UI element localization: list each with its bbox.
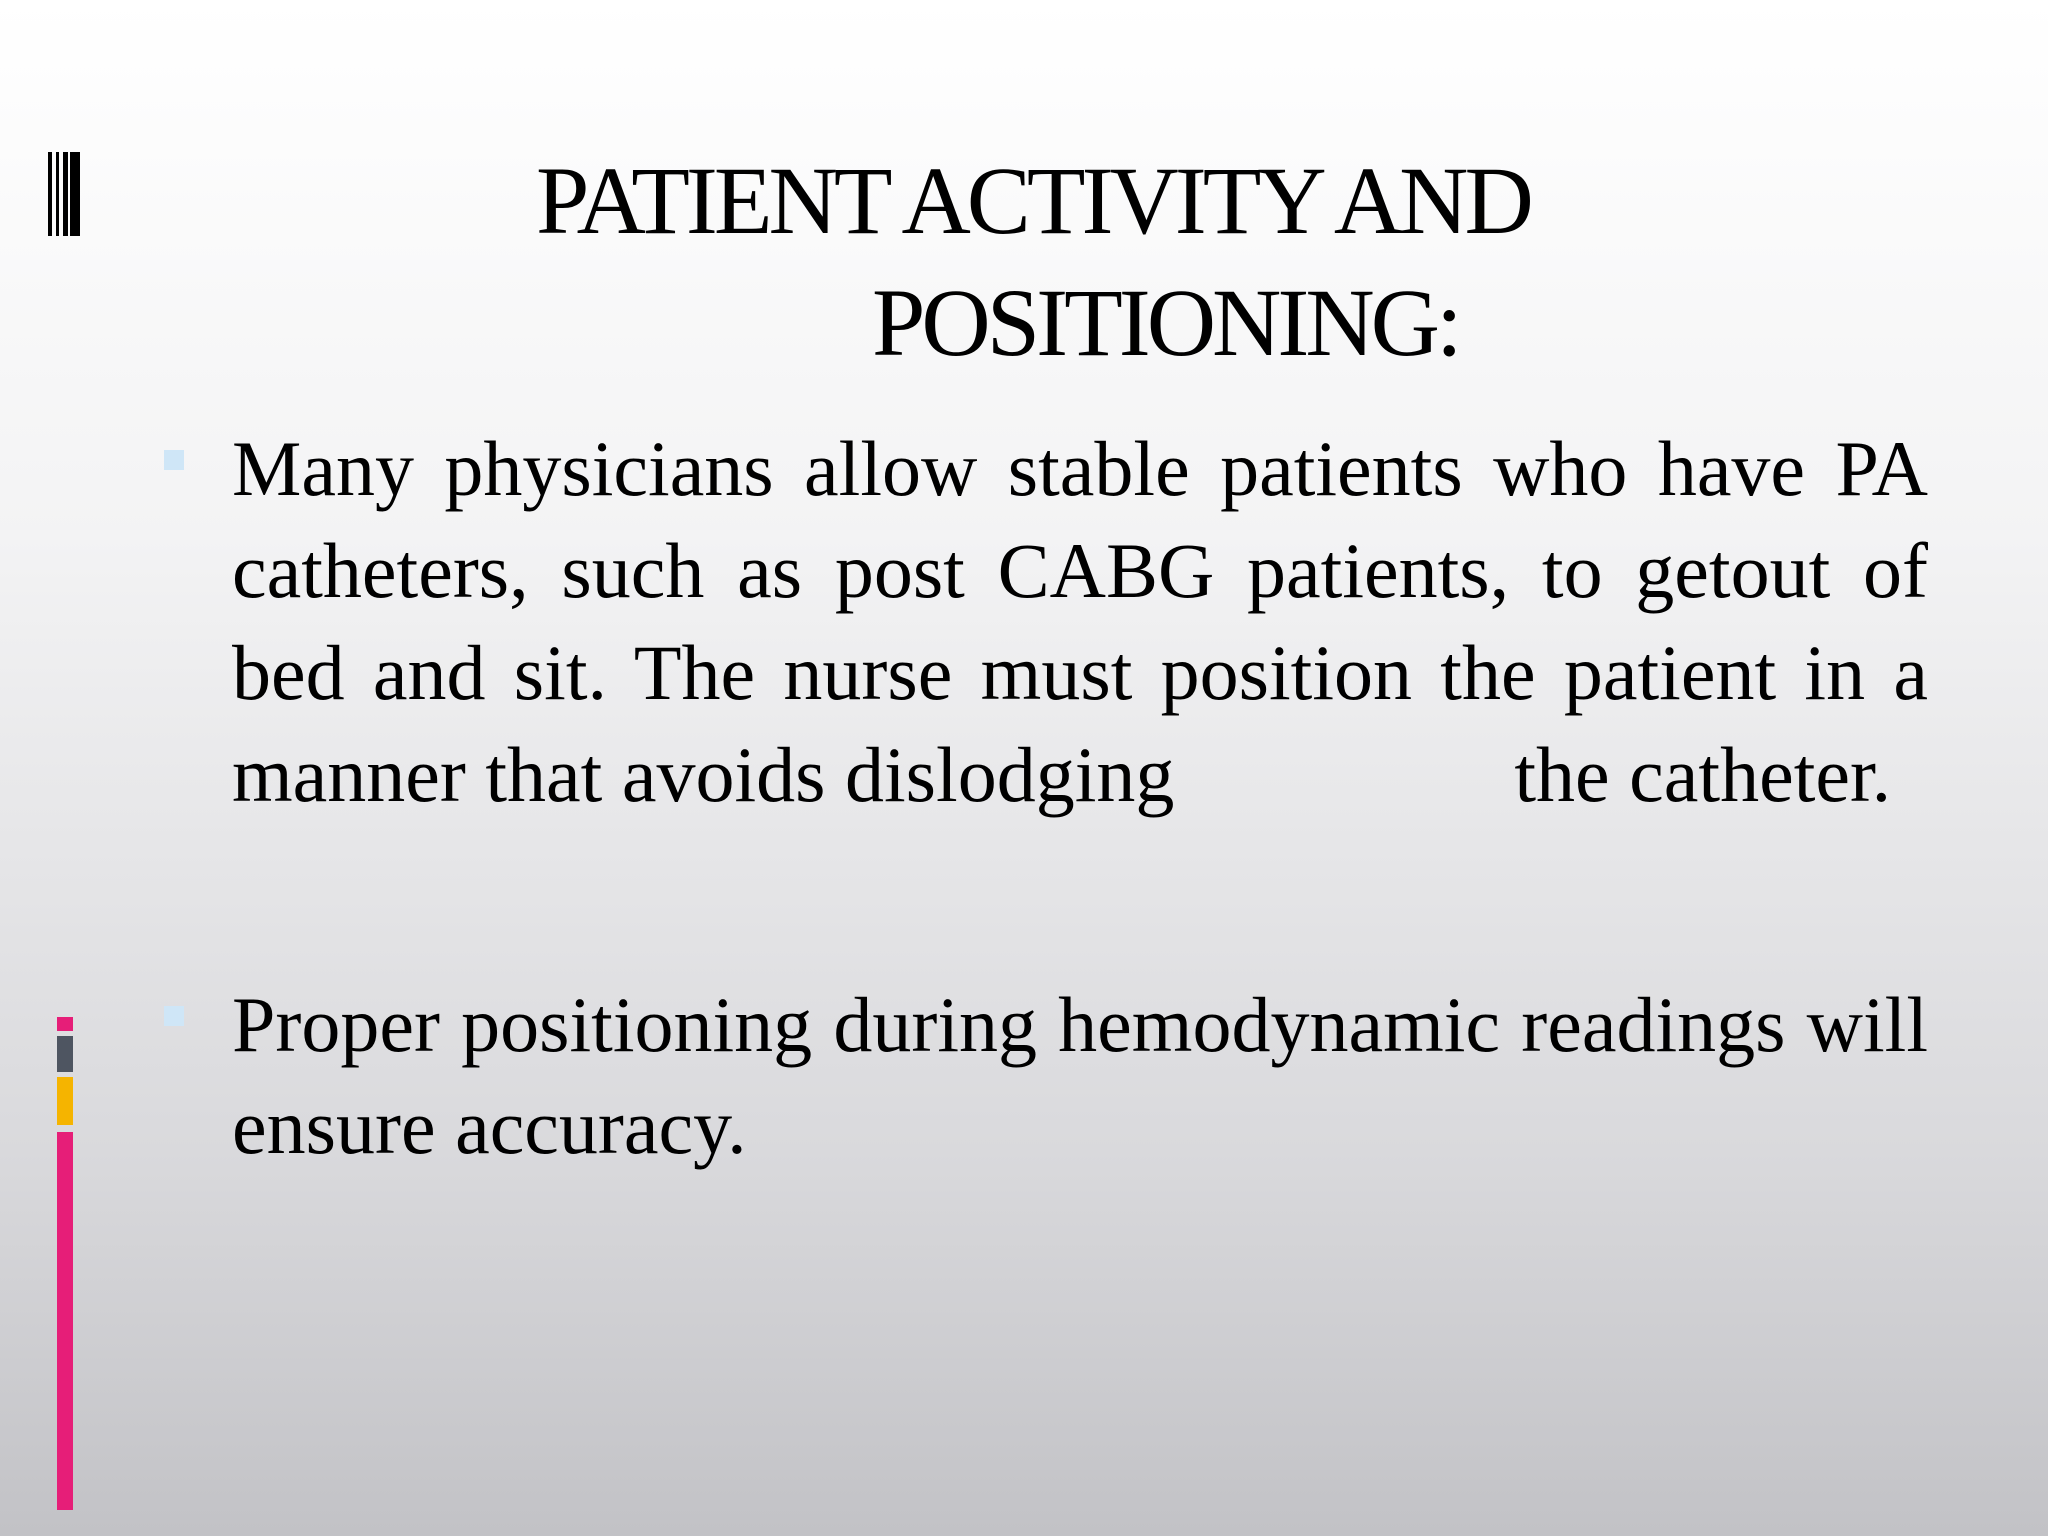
square-bullet-icon [164,1006,184,1026]
bullet-text: Many physicians allow stable patients who have PA catheters, such as post CABG patients, to getout of bed and sit. The nurse must position the patient in a manner that avoids dislodging [232,425,1928,818]
accent-bar-pink [57,1132,73,1510]
vertical-bars-icon [48,152,82,236]
accent-bar-pink-top [57,1017,73,1031]
bullet-item [160,418,1928,826]
accent-bar-yellow [57,1077,73,1125]
slide-title-line-2: POSITIONING: [872,269,1459,376]
slide-title [400,140,1800,384]
bullet-text: Proper positioning during hemodynamic readings will ensure accuracy. [232,981,1928,1170]
slide-title-line-1: PATIENT ACTIVITY AND [536,147,1530,254]
square-bullet-icon [164,450,184,470]
accent-bar-gray [57,1036,73,1072]
bullet-text-end: the catheter. [1514,731,1892,818]
bullet-list [160,418,1928,1178]
bullet-item [160,974,1928,1178]
